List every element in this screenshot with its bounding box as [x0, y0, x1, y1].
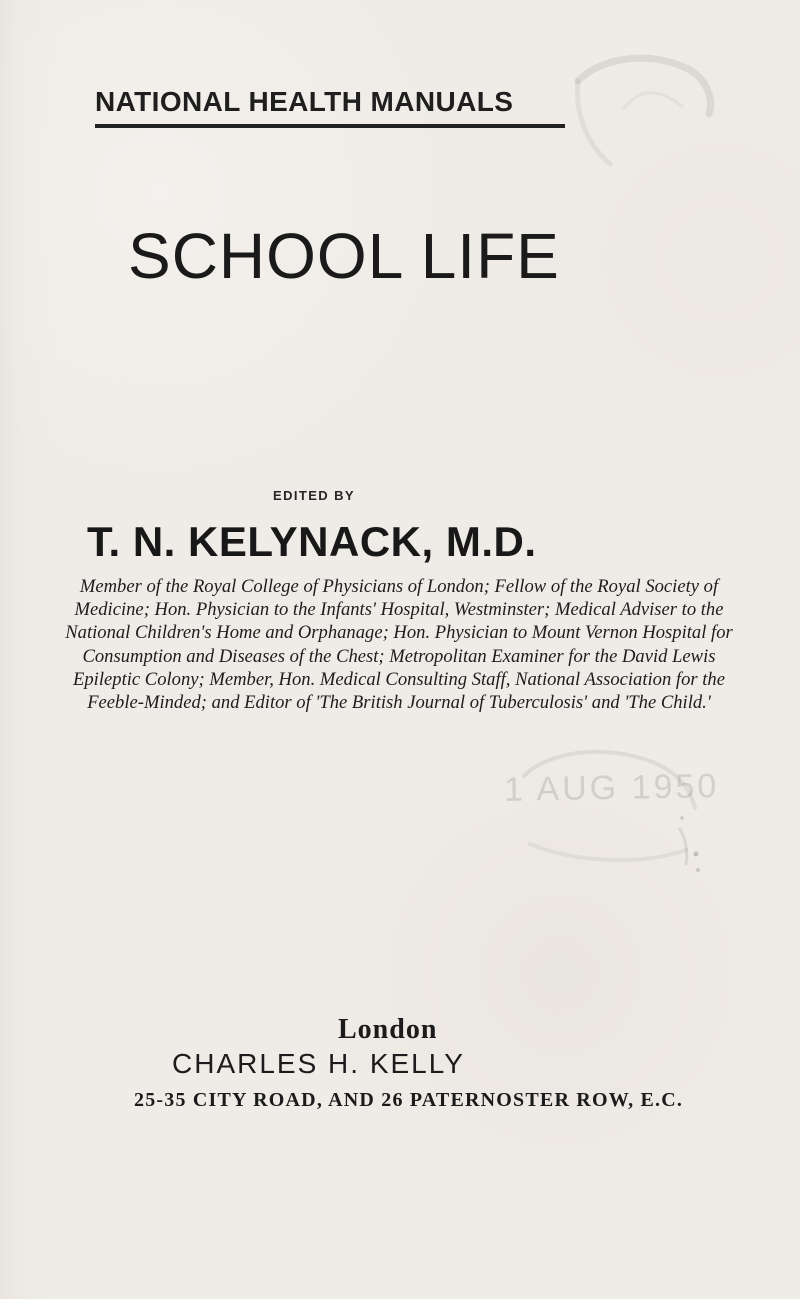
- series-title: NATIONAL HEALTH MANUALS: [95, 86, 514, 117]
- book-title: SCHOOL LIFE: [128, 220, 560, 292]
- faint-top-stamp: [560, 48, 720, 188]
- editor-name: T. N. KELYNACK, M.D.: [87, 518, 537, 565]
- page-edge-shadow: [0, 0, 58, 1299]
- publisher-address: 25-35 CITY ROAD, AND 26 PATERNOSTER ROW, E.C.: [134, 1089, 684, 1111]
- place-name: London: [338, 1014, 438, 1045]
- library-stamp: [490, 734, 720, 884]
- publisher-name: CHARLES H. KELLY: [172, 1048, 465, 1079]
- series-rule: [95, 124, 565, 128]
- edited-by-label: EDITED BY: [273, 488, 355, 503]
- editor-bio: Member of the Royal College of Physicians of London; Fellow of the Royal Society of Medicine; Hon. Physician to the Infants' Hospital, Westminster; Medical Adviser to the National Children's Home and Orphanage; Hon. Physician to Mount Vernon Hospital for Consumption and Diseases of the Chest; Metropolitan Examiner for the David Lewis Epileptic Colony; Member, Hon. Medical Consulting Staff, National Association for the Feeble-Minded; and Editor of 'The British Journal of Tuberculosis' and 'The Child.': [65, 576, 733, 714]
- series-header: [95, 88, 565, 128]
- stamp-text: 1 AUG 1950: [503, 767, 720, 809]
